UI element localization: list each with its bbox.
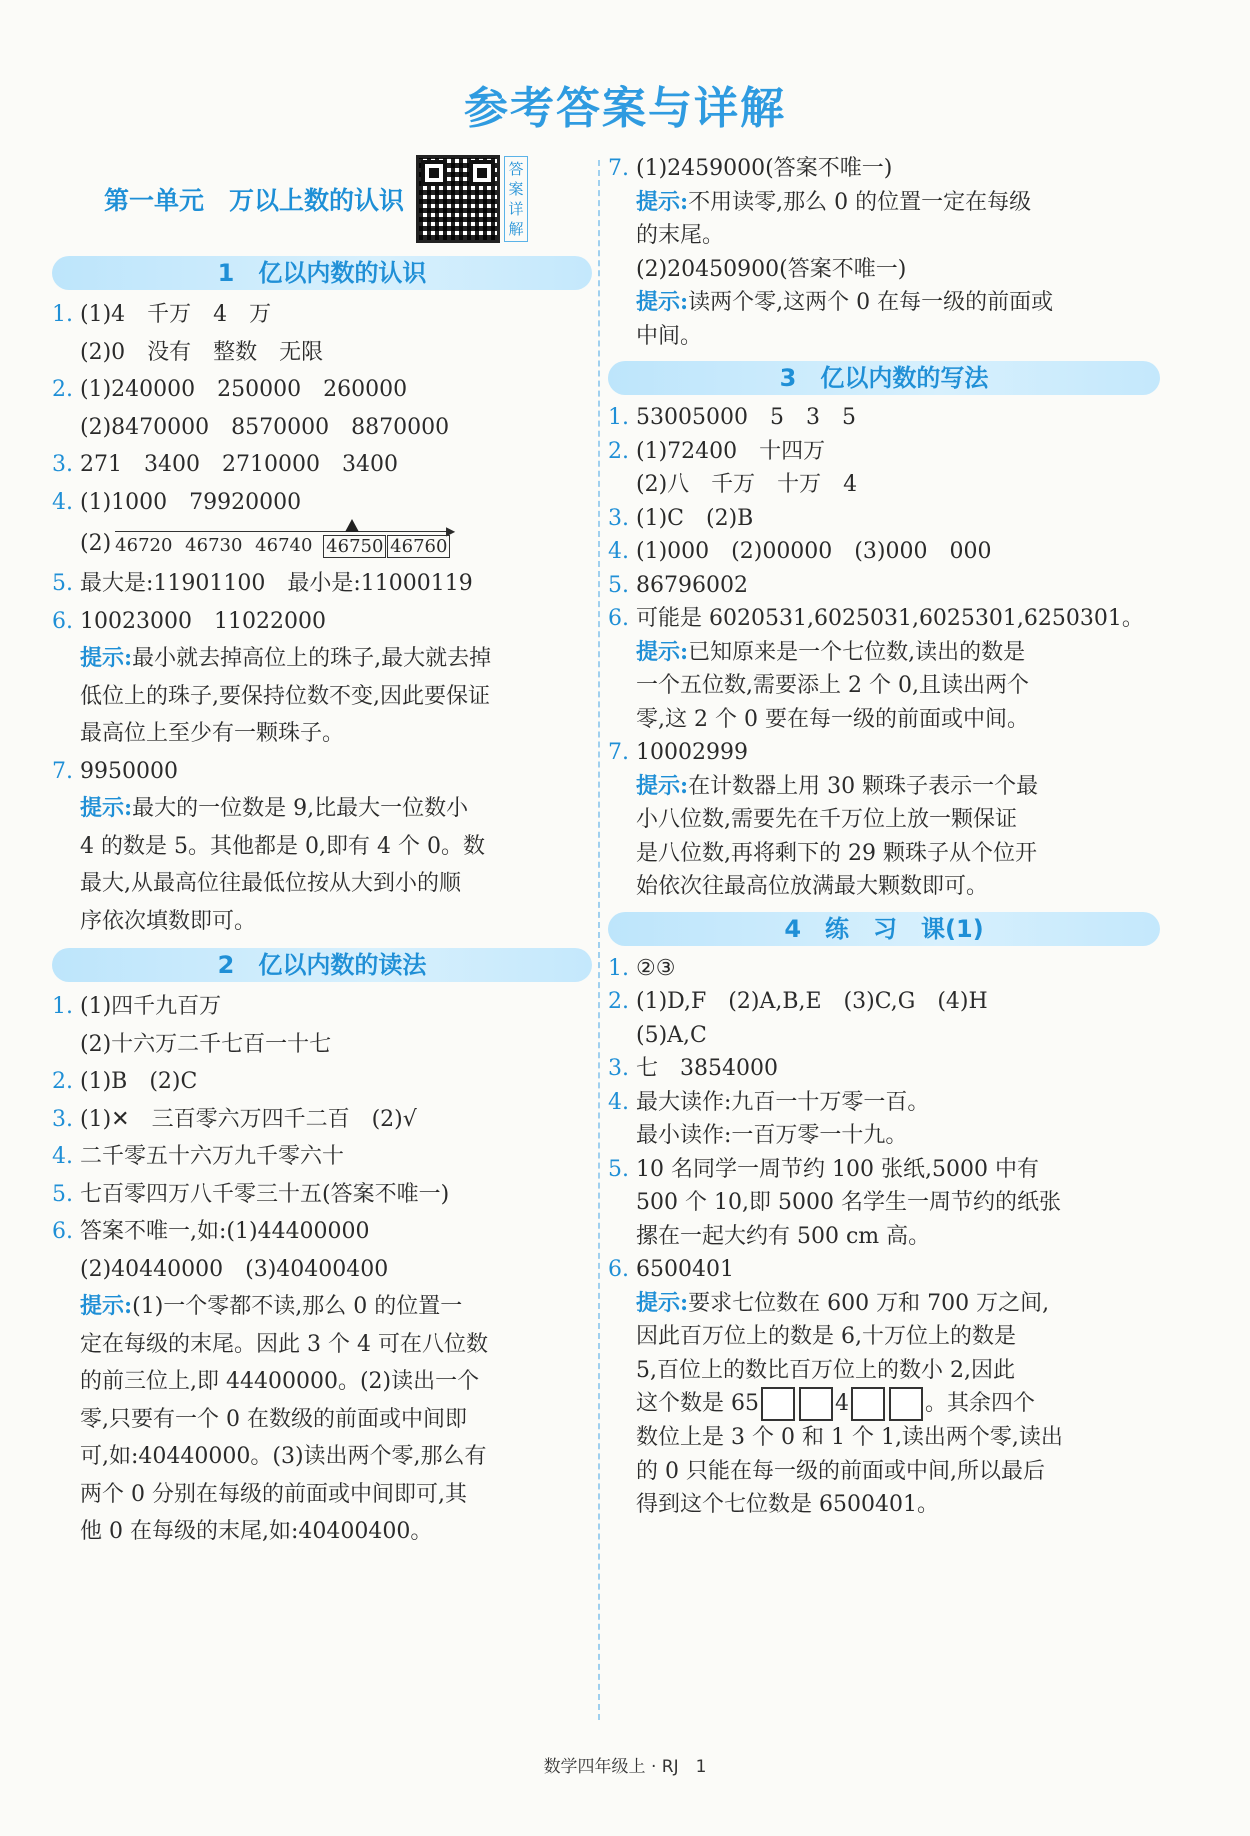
- question-number: 2.: [52, 377, 73, 402]
- answer-line: [608, 1119, 1160, 1153]
- answer-line: [608, 569, 1160, 603]
- blank-box: [851, 1387, 885, 1421]
- answer-text: 的 0 只能在每一级的前面或中间,所以最后: [636, 1458, 1045, 1484]
- number-line-answer: (2) ▶ 46720 46730 46740 46750 46760: [52, 521, 592, 565]
- question-number: 5.: [608, 572, 629, 598]
- hint-label: 提示:: [636, 772, 689, 799]
- answer-text: 读两个零,这两个 0 在每一级的前面或: [688, 290, 1054, 315]
- answer-text: 数位上是 3 个 0 和 1 个 1,读出两个零,读出: [636, 1425, 1063, 1450]
- hint-label: 提示:: [636, 638, 689, 665]
- page-title: 参考答案与详解: [464, 83, 786, 134]
- answer-text: 86796002: [636, 572, 748, 598]
- answer-text: 9950000: [80, 758, 178, 784]
- answer-line: [608, 435, 1160, 469]
- answer-text: 已知原来是一个七位数,读出的数是: [688, 639, 1026, 665]
- answer-text: 5,百位上的数比百万位上的数小 2,因此: [636, 1357, 1015, 1383]
- question-number: 3.: [52, 1106, 73, 1132]
- answer-text: (1)C (2)B: [636, 505, 754, 531]
- answer-text: 的前三位上,即 44400000。(2)读出一个: [80, 1369, 480, 1394]
- answer-line: [52, 446, 592, 484]
- answer-line: [608, 219, 1160, 253]
- tick-label: 46720: [115, 535, 173, 556]
- answer-text: (2)40440000 (3)40400400: [80, 1256, 389, 1282]
- answer-text: 10002999: [636, 740, 748, 765]
- answer-text: 中间。: [636, 323, 703, 349]
- answer-text: 最大是:11901100 最小是:11000119: [80, 571, 473, 596]
- answer-text: 二千零五十六万九千零六十: [80, 1144, 345, 1169]
- answer-line: [52, 296, 592, 334]
- answer-text: 定在每级的末尾。因此 3 个 4 可在八位数: [80, 1331, 488, 1357]
- answer-text: 低位上的珠子,要保持位数不变,因此要保证: [80, 683, 490, 709]
- answer-text: 小八位数,需要先在千万位上放一颗保证: [636, 807, 1017, 832]
- answer-text: 在计数器上用 30 颗珠子表示一个最: [688, 773, 1039, 799]
- section-header: 2 亿以内数的读法: [52, 948, 592, 982]
- answer-line: [608, 1421, 1160, 1455]
- answer-text: (1)72400 十四万: [636, 438, 826, 464]
- answer-text: ②③: [636, 955, 676, 981]
- question-number: 7.: [608, 740, 629, 765]
- answer-line: [608, 1354, 1160, 1388]
- answer-line: [52, 865, 592, 903]
- question-number: 2.: [608, 989, 629, 1014]
- answer-line: [608, 468, 1160, 502]
- answer-text: (2)8470000 8570000 8870000: [80, 414, 450, 440]
- page-footer: 数学四年级上 · RJ 1: [543, 1757, 707, 1777]
- answer-line: [52, 753, 592, 791]
- answer-line: [608, 837, 1160, 871]
- answer-line: 这个数是 65 4 。其余四个: [608, 1387, 1160, 1421]
- answer-line: [608, 636, 1160, 670]
- answer-line: [608, 736, 1160, 770]
- answer-line: [608, 1019, 1160, 1053]
- answer-text: 53005000 5 3 5: [636, 405, 856, 430]
- answer-line: [608, 186, 1160, 220]
- answer-text: 4 的数是 5。其他都是 0,即有 4 个 0。数: [80, 833, 485, 859]
- answer-line: [52, 1326, 592, 1364]
- question-number: 3.: [52, 452, 73, 477]
- answer-line: [52, 790, 592, 828]
- section-header: 3 亿以内数的写法: [608, 361, 1160, 395]
- answer-line: [52, 1176, 592, 1214]
- answer-text: 始依次往最高位放满最大颗数即可。: [636, 874, 989, 899]
- answer-text: 可,如:40440000。(3)读出两个零,那么有: [80, 1444, 487, 1469]
- question-number: 1.: [52, 302, 73, 327]
- question-number: 4.: [52, 489, 73, 515]
- qr-code-icon[interactable]: [416, 155, 500, 243]
- answer-text: 最高位上至少有一颗珠子。: [80, 721, 345, 746]
- answer-line: [52, 409, 592, 447]
- answer-line: [608, 602, 1160, 636]
- answer-text: 的末尾。: [636, 223, 725, 248]
- question-number: 6.: [52, 1219, 73, 1244]
- answer-line: [608, 1220, 1160, 1254]
- hint-label: 提示:: [636, 289, 689, 315]
- answer-line: [52, 1026, 592, 1064]
- answer-text: 10023000 11022000: [80, 608, 326, 634]
- answer-line: [608, 870, 1160, 904]
- answer-line: [52, 1438, 592, 1476]
- answer-text: 最小读作:一百万零一十九。: [636, 1123, 908, 1148]
- question-number: 2.: [52, 1069, 73, 1094]
- answer-line: [608, 286, 1160, 320]
- answer-line: [52, 1213, 592, 1251]
- answer-line: [608, 952, 1160, 986]
- answer-line: [52, 484, 592, 522]
- question-number: 3.: [608, 505, 629, 531]
- triangle-marker-icon: [345, 519, 359, 532]
- hint-label: 提示:: [636, 1289, 689, 1316]
- hint-label: 提示:: [80, 1293, 133, 1319]
- answer-text: 零,只要有一个 0 在数级的前面或中间即: [80, 1406, 467, 1432]
- answer-text: (1)2459000(答案不唯一): [636, 156, 893, 181]
- unit-title: 第一单元 万以上数的认识: [104, 186, 405, 215]
- hint-label: 提示:: [636, 188, 689, 215]
- answer-text: 摞在一起大约有 500 cm 高。: [636, 1223, 931, 1249]
- answer-text: 因此百万位上的数是 6,十万位上的数是: [636, 1324, 1016, 1349]
- answer-line: [608, 803, 1160, 837]
- answer-line: [608, 401, 1160, 435]
- tick-label: 46740: [255, 535, 313, 556]
- answer-text: 答案不唯一,如:(1)44400000: [80, 1219, 370, 1244]
- question-number: 5.: [608, 1156, 629, 1182]
- answer-text: (1)4 千万 4 万: [80, 302, 272, 327]
- answer-line: [52, 1138, 592, 1176]
- answer-line: [608, 1253, 1160, 1287]
- question-number: 2.: [608, 438, 629, 464]
- question-number: 3.: [608, 1056, 629, 1081]
- answer-line: [608, 703, 1160, 737]
- answer-text: (1)B (2)C: [80, 1069, 198, 1094]
- answer-line: [608, 770, 1160, 804]
- answer-line: [52, 1288, 592, 1326]
- answer-text: 序依次填数即可。: [80, 908, 257, 934]
- answer-line: [52, 1363, 592, 1401]
- answer-text: 得到这个七位数是 6500401。: [636, 1492, 939, 1517]
- answer-line: [608, 669, 1160, 703]
- blank-box: [889, 1387, 923, 1421]
- answer-line: [608, 320, 1160, 354]
- answer-text: 最小就去掉高位上的珠子,最大就去掉: [132, 646, 492, 671]
- answer-line: [608, 152, 1160, 186]
- answer-text: (2)0 没有 整数 无限: [80, 339, 324, 365]
- answer-line: [608, 1086, 1160, 1120]
- answer-text: (1)D,F (2)A,B,E (3)C,G (4)H: [636, 989, 988, 1014]
- answer-text: 两个 0 分别在每级的前面或中间即可,其: [80, 1481, 467, 1507]
- question-number: 6.: [608, 1257, 629, 1282]
- tick-label: 46760: [387, 535, 450, 558]
- section-header: 4 练 习 课(1): [608, 912, 1160, 946]
- right-column: [608, 152, 1160, 1522]
- answer-text: 最大读作:九百一十万零一百。: [636, 1089, 930, 1115]
- answer-line: [52, 1513, 592, 1551]
- question-number: 1.: [608, 955, 629, 981]
- answer-line: [52, 334, 592, 372]
- answer-line: [52, 903, 592, 941]
- answer-text: (2)20450900(答案不唯一): [636, 256, 907, 282]
- answer-text: 他 0 在每级的末尾,如:40400400。: [80, 1519, 433, 1544]
- answer-text: (1)四千九百万: [80, 994, 222, 1019]
- question-number: 5.: [52, 1181, 73, 1207]
- column-divider: [598, 160, 600, 1720]
- answer-text: 零,这 2 个 0 要在每一级的前面或中间。: [636, 706, 1029, 732]
- answer-line: [52, 1063, 592, 1101]
- unit-header: [52, 150, 592, 248]
- answer-line: [52, 640, 592, 678]
- answer-text: (1)✕ 三百零六万四千二百 (2)√: [80, 1106, 417, 1132]
- answer-text: 七 3854000: [636, 1056, 778, 1081]
- question-number: 6.: [608, 606, 629, 631]
- blank-box: [799, 1387, 833, 1421]
- answer-text: 要求七位数在 600 万和 700 万之间,: [688, 1290, 1050, 1316]
- answer-line: [52, 715, 592, 753]
- answer-line: [608, 985, 1160, 1019]
- answer-line: [608, 1287, 1160, 1321]
- answer-text: (1)000 (2)00000 (3)000 000: [636, 539, 992, 564]
- answer-line: [52, 1251, 592, 1289]
- question-number: 1.: [608, 405, 629, 430]
- answer-text: (5)A,C: [636, 1022, 707, 1048]
- answer-text: 271 3400 2710000 3400: [80, 452, 398, 477]
- left-column: [52, 150, 592, 1551]
- question-number: 7.: [52, 758, 73, 784]
- answer-line: [52, 678, 592, 716]
- answer-text: 七百零四万八千零三十五(答案不唯一): [80, 1181, 450, 1207]
- answer-line: [52, 1401, 592, 1439]
- blank-box: [761, 1387, 795, 1421]
- answer-text: (1)240000 250000 260000: [80, 377, 408, 402]
- answer-line: [52, 988, 592, 1026]
- answer-line: [52, 603, 592, 641]
- answer-text: 可能是 6020531,6025031,6025301,6250301。: [636, 606, 1144, 631]
- answer-text: 是八位数,再将剩下的 29 颗珠子从个位开: [636, 840, 1037, 866]
- answer-line: [608, 502, 1160, 536]
- answer-line: [608, 1153, 1160, 1187]
- answer-text: 6500401: [636, 1257, 734, 1282]
- qr-tag: 答 案 详 解: [504, 156, 528, 242]
- answer-text: 最大的一位数是 9,比最大一位数小: [132, 796, 469, 821]
- question-number: 1.: [52, 994, 73, 1019]
- answer-line: [608, 1488, 1160, 1522]
- hint-label: 提示:: [80, 795, 133, 821]
- answer-line: [52, 565, 592, 603]
- answer-line: [608, 1320, 1160, 1354]
- tick-label: 46730: [185, 535, 243, 556]
- question-number: 4.: [608, 1089, 629, 1115]
- hint-label: 提示:: [80, 645, 133, 671]
- question-number: 4.: [52, 1144, 73, 1169]
- answer-text: 10 名同学一周节约 100 张纸,5000 中有: [636, 1156, 1039, 1182]
- answer-text: 最大,从最高位往最低位按从大到小的顺: [80, 871, 461, 896]
- answer-line: [608, 535, 1160, 569]
- tick-label: 46750: [323, 535, 386, 558]
- answer-text: (1)1000 79920000: [80, 489, 302, 515]
- answer-line: [608, 1186, 1160, 1220]
- answer-text: (1)一个零都不读,那么 0 的位置一: [132, 1294, 463, 1319]
- question-number: 6.: [52, 608, 73, 634]
- answer-text: (2)十六万二千七百一十七: [80, 1031, 332, 1057]
- question-number: 7.: [608, 156, 629, 181]
- answer-line: [608, 1052, 1160, 1086]
- question-number: 5.: [52, 571, 73, 596]
- number-line: ▶ 46720 46730 46740 46750 46760: [115, 523, 455, 563]
- answer-line: [52, 1476, 592, 1514]
- answer-line: [52, 828, 592, 866]
- answer-text: (2)八 千万 十万 4: [636, 472, 858, 497]
- answer-line: [608, 253, 1160, 287]
- question-number: 4.: [608, 539, 629, 564]
- answer-line: [52, 1101, 592, 1139]
- answer-text: 不用读零,那么 0 的位置一定在每级: [688, 189, 1032, 215]
- answer-line: [52, 371, 592, 409]
- answer-line: [608, 1455, 1160, 1489]
- answer-text: 一个五位数,需要添上 2 个 0,且读出两个: [636, 673, 1029, 698]
- section-header: 1 亿以内数的认识: [52, 256, 592, 290]
- answer-text: 500 个 10,即 5000 名学生一周节约的纸张: [636, 1190, 1061, 1215]
